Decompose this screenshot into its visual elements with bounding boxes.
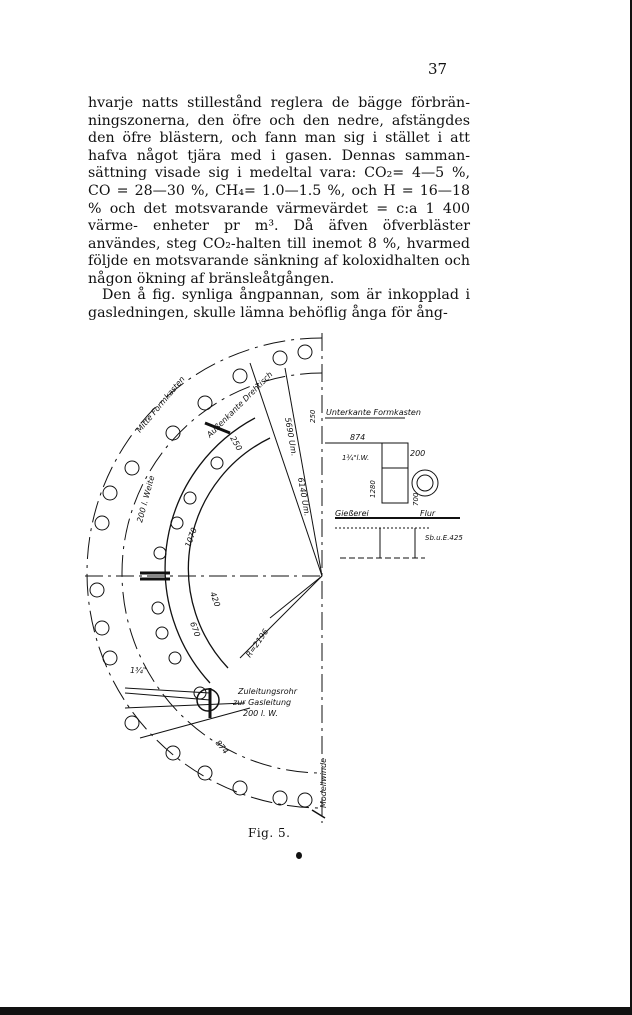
text-line: hafva något tjära med i gasen. Dennas samman- <box>88 147 470 164</box>
text-line: den öfre blästern, och fann man sig i stället i att <box>88 130 470 147</box>
page-number: 37 <box>428 60 448 78</box>
nozzle-circle <box>169 652 181 664</box>
label-874: 874 <box>350 433 366 442</box>
label-700: 700 <box>412 492 420 506</box>
mould-circle <box>166 746 180 760</box>
label-flur: Flur <box>420 509 436 518</box>
figure-caption: Fig. 5. <box>248 826 291 840</box>
radius-line <box>285 368 322 576</box>
text-line: enheter pr m³. Då äfven öfverbläster användes, <box>88 218 471 252</box>
text-line: CO = 28—30 %, CH₄= 1.0—1.5 %, och H = 16—18 % <box>88 182 470 217</box>
mould-circle <box>233 781 247 795</box>
label-1-3-4-lw: 1¾"l.W. <box>342 454 370 462</box>
pipe-line <box>125 703 245 708</box>
pipe-line <box>125 688 210 693</box>
text-line: hvarje natts stillestånd reglera de bägge förbrän- <box>88 95 470 111</box>
text-line: Den å fig. synliga ångpannan, som är inkopplad <box>102 287 459 303</box>
mould-circle <box>125 716 139 730</box>
label-unterkante: Unterkante Formkasten <box>326 408 421 417</box>
text-line: steg CO₂-halten till inemot 8 %, hvarmed följde en <box>88 235 470 270</box>
text-line: motsvarande sänkning af koloxidhalten och någon <box>88 253 470 287</box>
mould-circle <box>273 791 287 805</box>
label-zuleitung-2: zur Gasleitung <box>233 698 292 707</box>
text-line: ökning af bränsleåtgången. <box>136 270 335 287</box>
label-1280: 1280 <box>369 480 377 498</box>
winch-mark <box>312 810 325 818</box>
nozzle-circle <box>211 457 223 469</box>
pipe-section-circle <box>412 470 438 496</box>
nozzle-circle <box>156 627 168 639</box>
nozzle-circle <box>152 602 164 614</box>
mould-circle <box>125 461 139 475</box>
mould-circle <box>198 766 212 780</box>
mould-circle <box>298 345 312 359</box>
label-200-weite: 200 l. Weite <box>135 474 157 524</box>
label-zuleitung-1: Zuleitungsrohr <box>238 687 297 696</box>
nozzle-circle <box>184 492 196 504</box>
mould-circle <box>95 516 109 530</box>
radius-line <box>250 363 322 576</box>
mould-circle <box>233 369 247 383</box>
label-giesserei: Gießerei <box>335 509 369 518</box>
nozzle-circle <box>154 547 166 559</box>
pipe-ring-outer <box>165 418 255 683</box>
technical-drawing <box>80 328 480 838</box>
radius-line <box>270 576 322 618</box>
pipe-line <box>140 708 250 738</box>
label-r6140: 6140 Um. <box>296 476 312 517</box>
text-line: sättning visade sig i medeltal vara: CO₂= 4—5 %, <box>88 165 470 182</box>
mould-circle <box>90 583 104 597</box>
mould-circle <box>166 426 180 440</box>
mould-circle <box>298 793 312 807</box>
label-zuleitung-3: 200 l. W. <box>243 709 278 718</box>
figure-5-drawing <box>80 328 480 838</box>
label-mitte-formkasten: Mitte Formkasten <box>134 374 187 435</box>
label-250: 250 <box>228 434 244 453</box>
label-aussenkante: Außenkante Drehtisch <box>205 369 275 440</box>
label-1-3-4: 1¾" <box>130 666 147 675</box>
label-250-small: 250 <box>309 409 317 423</box>
nozzle-circle <box>171 517 183 529</box>
text-line: ningszonerna, den öfre och den nedre, afstängdes <box>88 112 470 129</box>
label-420: 420 <box>208 590 222 609</box>
text-line: och det motsvarande värmevärdet = c:a 1 400 värme- <box>88 200 470 235</box>
label-r2196: R=2196 <box>244 627 271 660</box>
label-modellwinde: Modellwinde <box>319 757 328 808</box>
scan-edge-bottom <box>0 1007 632 1015</box>
mould-circle <box>95 621 109 635</box>
boiler-body <box>382 443 408 503</box>
ink-dot <box>296 852 302 859</box>
mould-circle <box>273 351 287 365</box>
label-sohle: Sb.u.E.425 <box>425 534 463 542</box>
label-200: 200 <box>410 449 426 458</box>
label-1070: 1070 <box>183 526 199 549</box>
mould-circle <box>103 486 117 500</box>
mould-circle <box>103 651 117 665</box>
paragraph-gas-composition <box>88 95 470 289</box>
label-r5690: 5690 Um. <box>283 416 299 457</box>
label-670: 670 <box>188 620 202 639</box>
pipe-section-circle <box>417 475 433 491</box>
text-line: i gasledningen, skulle lämna behöflig ånga för ång- <box>88 287 470 321</box>
label-874-low: 874 <box>213 738 231 756</box>
paragraph-steam-boiler <box>88 287 470 322</box>
mould-circle <box>198 396 212 410</box>
